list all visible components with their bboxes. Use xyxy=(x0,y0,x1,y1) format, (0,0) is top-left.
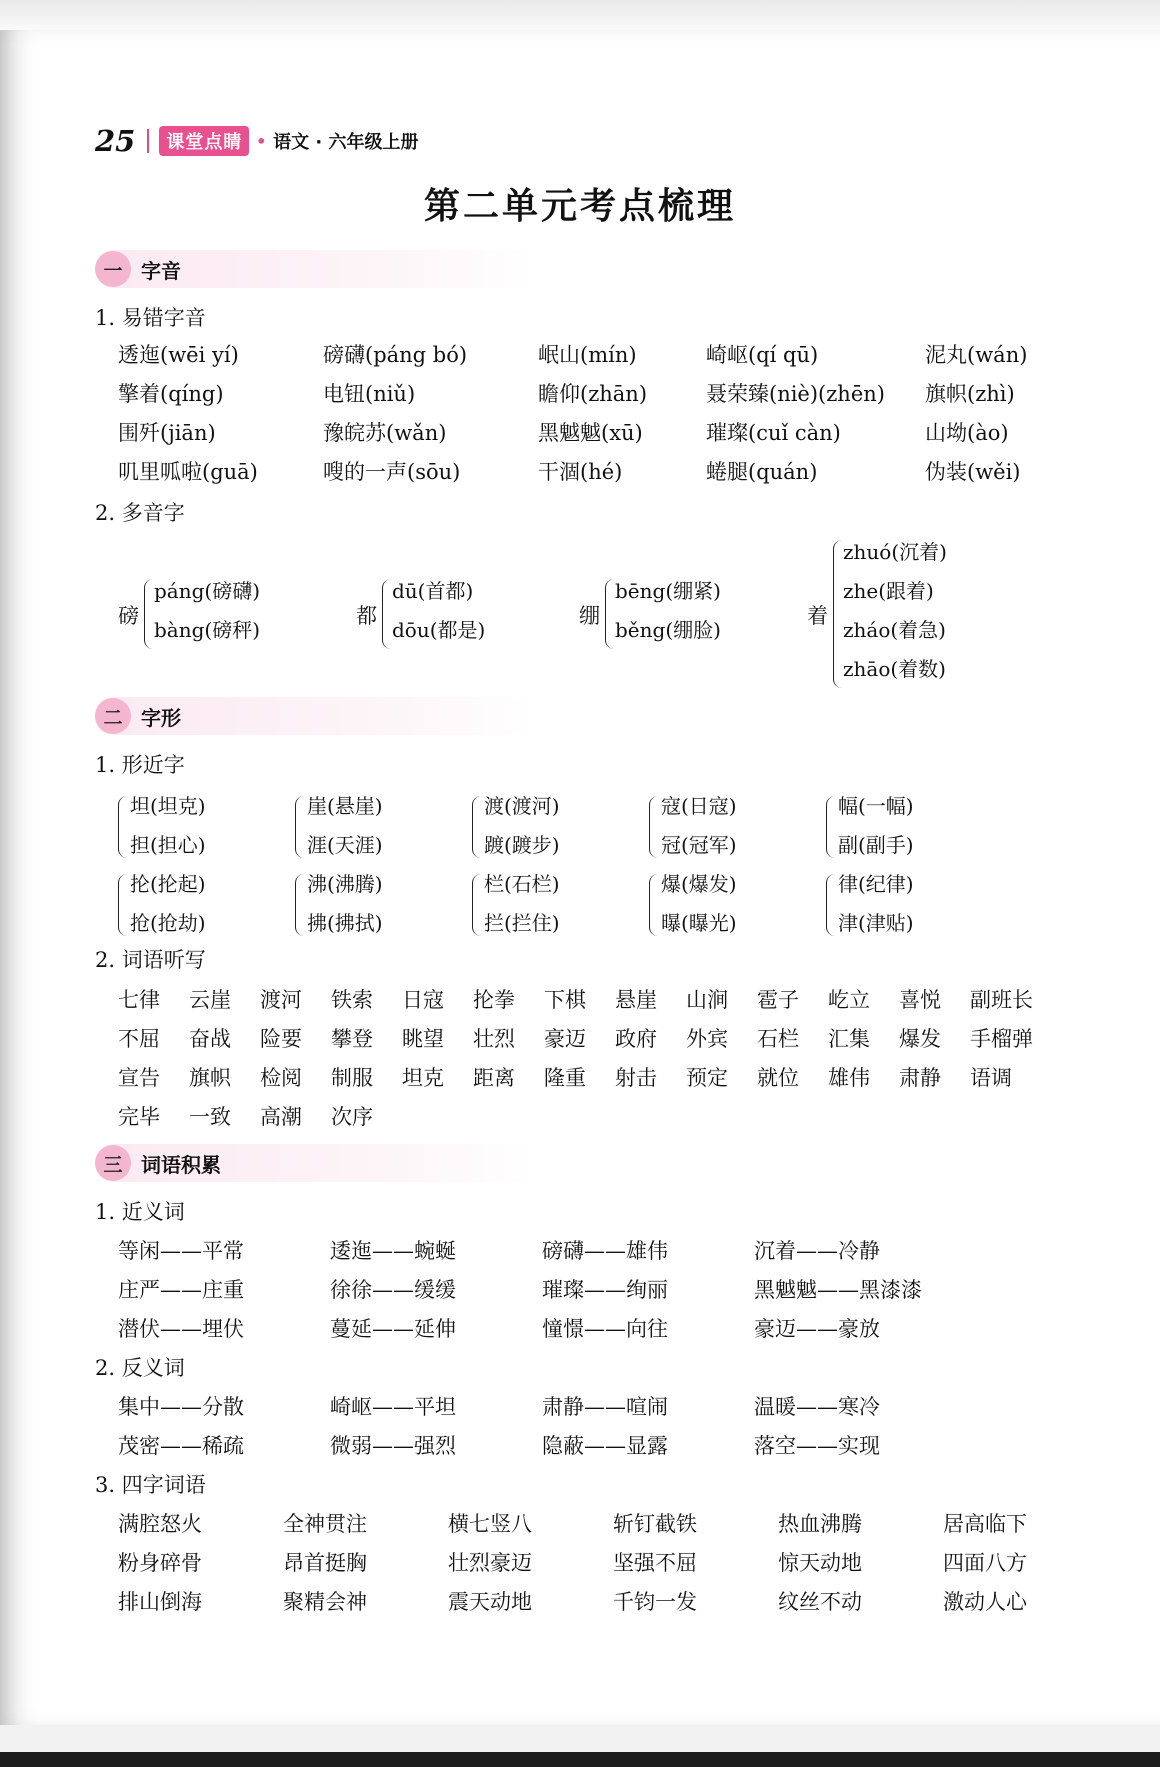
dictation-word: 汇集 xyxy=(828,1027,870,1051)
brace-icon xyxy=(605,579,614,649)
subheading-error-prone-pronunciation: 1. 易错字音 xyxy=(95,306,206,330)
similar-character: 担(担心) xyxy=(130,833,206,857)
dictation-word: 云崖 xyxy=(189,988,231,1012)
page-number: 25 xyxy=(95,124,136,158)
dictation-word: 就位 xyxy=(757,1066,799,1090)
brace-icon xyxy=(118,874,127,936)
similar-character: 副(副手) xyxy=(838,833,914,857)
synonym-pair: 黑魆魆——黑漆漆 xyxy=(754,1278,922,1302)
dictation-word: 铁索 xyxy=(331,988,373,1012)
brace-icon xyxy=(826,796,835,858)
dictation-word: 宣告 xyxy=(118,1066,160,1090)
idiom: 壮烈豪迈 xyxy=(448,1551,532,1575)
dictation-word: 爆发 xyxy=(899,1027,941,1051)
similar-character: 踱(踱步) xyxy=(484,833,560,857)
brace-icon xyxy=(472,796,481,858)
pronunciation-item: 透迤(wēi yí) xyxy=(118,343,239,367)
brace-icon xyxy=(826,874,835,936)
similar-character: 沸(沸腾) xyxy=(307,872,383,896)
brace-icon xyxy=(833,540,842,688)
brace-icon xyxy=(144,579,153,649)
similar-character: 栏(石栏) xyxy=(484,872,560,896)
idiom: 聚精会神 xyxy=(283,1590,367,1614)
dictation-word: 坦克 xyxy=(402,1066,444,1090)
similar-character: 幅(一幅) xyxy=(838,794,914,818)
synonym-pair: 徐徐——缓缓 xyxy=(330,1278,456,1302)
header-dot: • xyxy=(255,129,268,153)
similar-character: 津(津贴) xyxy=(838,911,914,935)
dictation-word: 壮烈 xyxy=(473,1027,515,1051)
polyphonic-reading: zhuó(沉着) xyxy=(843,540,947,564)
antonym-pair: 微弱——强烈 xyxy=(330,1434,456,1458)
polyphonic-reading: dū(首都) xyxy=(392,579,474,603)
dictation-word: 外宾 xyxy=(686,1027,728,1051)
polyphonic-reading: bēng(绷紧) xyxy=(615,579,721,603)
idiom: 横七竖八 xyxy=(448,1512,532,1536)
pronunciation-item: 瞻仰(zhān) xyxy=(538,382,648,406)
dictation-word: 距离 xyxy=(473,1066,515,1090)
synonym-pair: 豪迈——豪放 xyxy=(754,1317,880,1341)
similar-character: 冠(冠军) xyxy=(661,833,737,857)
dictation-word: 眺望 xyxy=(402,1027,444,1051)
dictation-word: 日寇 xyxy=(402,988,444,1012)
similar-character: 爆(爆发) xyxy=(661,872,737,896)
antonym-pair: 茂密——稀疏 xyxy=(118,1434,244,1458)
pronunciation-item: 山坳(ào) xyxy=(925,421,1009,445)
pronunciation-item: 璀璨(cuǐ càn) xyxy=(706,421,841,445)
dictation-word: 射击 xyxy=(615,1066,657,1090)
dictation-word: 石栏 xyxy=(757,1027,799,1051)
similar-character: 曝(曝光) xyxy=(661,911,737,935)
dictation-word: 手榴弹 xyxy=(970,1027,1033,1051)
pronunciation-item: 嗖的一声(sōu) xyxy=(323,460,461,484)
top-shadow xyxy=(0,0,1160,30)
section-number: 一 xyxy=(95,251,131,287)
pronunciation-item: 磅礴(páng bó) xyxy=(323,343,468,367)
polyphonic-reading: zhe(跟着) xyxy=(843,579,934,603)
polyphonic-character: 都 xyxy=(356,604,377,628)
dictation-word: 险要 xyxy=(260,1027,302,1051)
dictation-word: 不屈 xyxy=(118,1027,160,1051)
dictation-word: 副班长 xyxy=(970,988,1033,1012)
pronunciation-item: 围歼(jiān) xyxy=(118,421,216,445)
synonym-pair: 潜伏——埋伏 xyxy=(118,1317,244,1341)
synonym-pair: 蔓延——延伸 xyxy=(330,1317,456,1341)
similar-character: 律(纪律) xyxy=(838,872,914,896)
similar-character: 拦(拦住) xyxy=(484,911,560,935)
dictation-word: 次序 xyxy=(331,1105,373,1129)
pronunciation-item: 叽里呱啦(guā) xyxy=(118,460,258,484)
synonym-pair: 憧憬——向往 xyxy=(542,1317,668,1341)
brace-icon xyxy=(295,874,304,936)
antonym-pair: 肃静——喧闹 xyxy=(542,1395,668,1419)
antonym-pair: 温暖——寒冷 xyxy=(754,1395,880,1419)
section-number: 三 xyxy=(95,1145,131,1181)
similar-character: 寇(日寇) xyxy=(661,794,737,818)
idiom: 四面八方 xyxy=(943,1551,1027,1575)
subject-label: 语文 · 六年级上册 xyxy=(273,132,419,153)
brace-icon xyxy=(382,579,391,649)
polyphonic-reading: zhāo(着数) xyxy=(843,657,946,681)
polyphonic-reading: zháo(着急) xyxy=(843,618,946,642)
dictation-word: 一致 xyxy=(189,1105,231,1129)
subheading-dictation: 2. 词语听写 xyxy=(95,948,206,972)
dictation-word: 制服 xyxy=(331,1066,373,1090)
subheading-similar-characters: 1. 形近字 xyxy=(95,753,185,777)
idiom: 排山倒海 xyxy=(118,1590,202,1614)
pronunciation-item: 崎岖(qí qū) xyxy=(706,343,819,367)
antonym-pair: 集中——分散 xyxy=(118,1395,244,1419)
dictation-word: 豪迈 xyxy=(544,1027,586,1051)
similar-character: 崖(悬崖) xyxy=(307,794,383,818)
subheading-polyphonic: 2. 多音字 xyxy=(95,501,185,525)
subheading-antonyms: 2. 反义词 xyxy=(95,1356,185,1380)
pronunciation-item: 电钮(niǔ) xyxy=(323,382,416,406)
idiom: 粉身碎骨 xyxy=(118,1551,202,1575)
section-title: 词语积累 xyxy=(141,1152,221,1177)
dictation-word: 下棋 xyxy=(544,988,586,1012)
idiom: 满腔怒火 xyxy=(118,1512,202,1536)
idiom: 全神贯注 xyxy=(283,1512,367,1536)
dictation-word: 喜悦 xyxy=(899,988,941,1012)
dictation-word: 雹子 xyxy=(757,988,799,1012)
dictation-word: 政府 xyxy=(615,1027,657,1051)
dictation-word: 抡拳 xyxy=(473,988,515,1012)
synonym-pair: 等闲——平常 xyxy=(118,1239,244,1263)
section-title: 字音 xyxy=(141,258,181,283)
similar-character: 渡(渡河) xyxy=(484,794,560,818)
section-header-pronunciation xyxy=(95,250,535,288)
pronunciation-item: 豫皖苏(wǎn) xyxy=(323,421,447,445)
bottom-margin xyxy=(0,1725,1160,1752)
pronunciation-item: 聂荣臻(niè)(zhēn) xyxy=(706,382,885,406)
pronunciation-item: 泥丸(wán) xyxy=(925,343,1028,367)
dictation-word: 检阅 xyxy=(260,1066,302,1090)
section-number: 二 xyxy=(95,698,131,734)
synonym-pair: 磅礴——雄伟 xyxy=(542,1239,668,1263)
pronunciation-item: 擎着(qíng) xyxy=(118,382,224,406)
similar-character: 抡(抡起) xyxy=(130,872,206,896)
page-header xyxy=(95,124,419,158)
section-header-vocabulary xyxy=(95,1144,535,1182)
idiom: 千钧一发 xyxy=(613,1590,697,1614)
polyphonic-reading: běng(绷脸) xyxy=(615,618,721,642)
polyphonic-reading: bàng(磅秤) xyxy=(154,618,261,642)
pronunciation-item: 蜷腿(quán) xyxy=(706,460,818,484)
dictation-word: 渡河 xyxy=(260,988,302,1012)
synonym-pair: 璀璨——绚丽 xyxy=(542,1278,668,1302)
polyphonic-character: 磅 xyxy=(118,604,139,628)
idiom: 斩钉截铁 xyxy=(613,1512,697,1536)
dictation-word: 肃静 xyxy=(899,1066,941,1090)
idiom: 震天动地 xyxy=(448,1590,532,1614)
dictation-word: 奋战 xyxy=(189,1027,231,1051)
similar-character: 坦(坦克) xyxy=(130,794,206,818)
dictation-word: 旗帜 xyxy=(189,1066,231,1090)
similar-character: 涯(天涯) xyxy=(307,833,383,857)
brace-icon xyxy=(472,874,481,936)
dictation-word: 攀登 xyxy=(331,1027,373,1051)
synonym-pair: 逶迤——蜿蜒 xyxy=(330,1239,456,1263)
brace-icon xyxy=(649,796,658,858)
pronunciation-item: 旗帜(zhì) xyxy=(925,382,1015,406)
polyphonic-reading: dōu(都是) xyxy=(392,618,486,642)
bottom-bar xyxy=(0,1752,1160,1767)
polyphonic-character: 着 xyxy=(807,604,828,628)
idiom: 热血沸腾 xyxy=(778,1512,862,1536)
page-title: 第二单元考点梳理 xyxy=(423,186,736,227)
dictation-word: 语调 xyxy=(970,1066,1012,1090)
pronunciation-item: 黑魆魆(xū) xyxy=(538,421,643,445)
similar-character: 拂(拂拭) xyxy=(307,911,383,935)
idiom: 纹丝不动 xyxy=(778,1590,862,1614)
book-tag: 课堂点睛 xyxy=(159,126,249,156)
dictation-word: 隆重 xyxy=(544,1066,586,1090)
antonym-pair: 崎岖——平坦 xyxy=(330,1395,456,1419)
subheading-synonyms: 1. 近义词 xyxy=(95,1200,185,1224)
dictation-word: 山涧 xyxy=(686,988,728,1012)
dictation-word: 悬崖 xyxy=(615,988,657,1012)
synonym-pair: 沉着——冷静 xyxy=(754,1239,880,1263)
dictation-word: 高潮 xyxy=(260,1105,302,1129)
idiom: 激动人心 xyxy=(943,1590,1027,1614)
idiom: 昂首挺胸 xyxy=(283,1551,367,1575)
idiom: 坚强不屈 xyxy=(613,1551,697,1575)
antonym-pair: 落空——实现 xyxy=(754,1434,880,1458)
polyphonic-character: 绷 xyxy=(579,604,600,628)
pronunciation-item: 干涸(hé) xyxy=(538,460,623,484)
dictation-word: 屹立 xyxy=(828,988,870,1012)
pronunciation-item: 伪装(wěi) xyxy=(925,460,1021,484)
dictation-word: 雄伟 xyxy=(828,1066,870,1090)
brace-icon xyxy=(118,796,127,858)
dictation-word: 七律 xyxy=(118,988,160,1012)
antonym-pair: 隐蔽——显露 xyxy=(542,1434,668,1458)
brace-icon xyxy=(649,874,658,936)
subheading-idioms: 3. 四字词语 xyxy=(95,1473,206,1497)
similar-character: 抢(抢劫) xyxy=(130,911,206,935)
dictation-word: 完毕 xyxy=(118,1105,160,1129)
brace-icon xyxy=(295,796,304,858)
section-title: 字形 xyxy=(141,705,181,730)
pronunciation-item: 岷山(mín) xyxy=(538,343,637,367)
polyphonic-reading: páng(磅礴) xyxy=(154,579,261,603)
synonym-pair: 庄严——庄重 xyxy=(118,1278,244,1302)
section-header-glyph xyxy=(95,697,535,735)
idiom: 居高临下 xyxy=(943,1512,1027,1536)
idiom: 惊天动地 xyxy=(778,1551,862,1575)
dictation-word: 预定 xyxy=(686,1066,728,1090)
header-divider xyxy=(147,129,149,153)
